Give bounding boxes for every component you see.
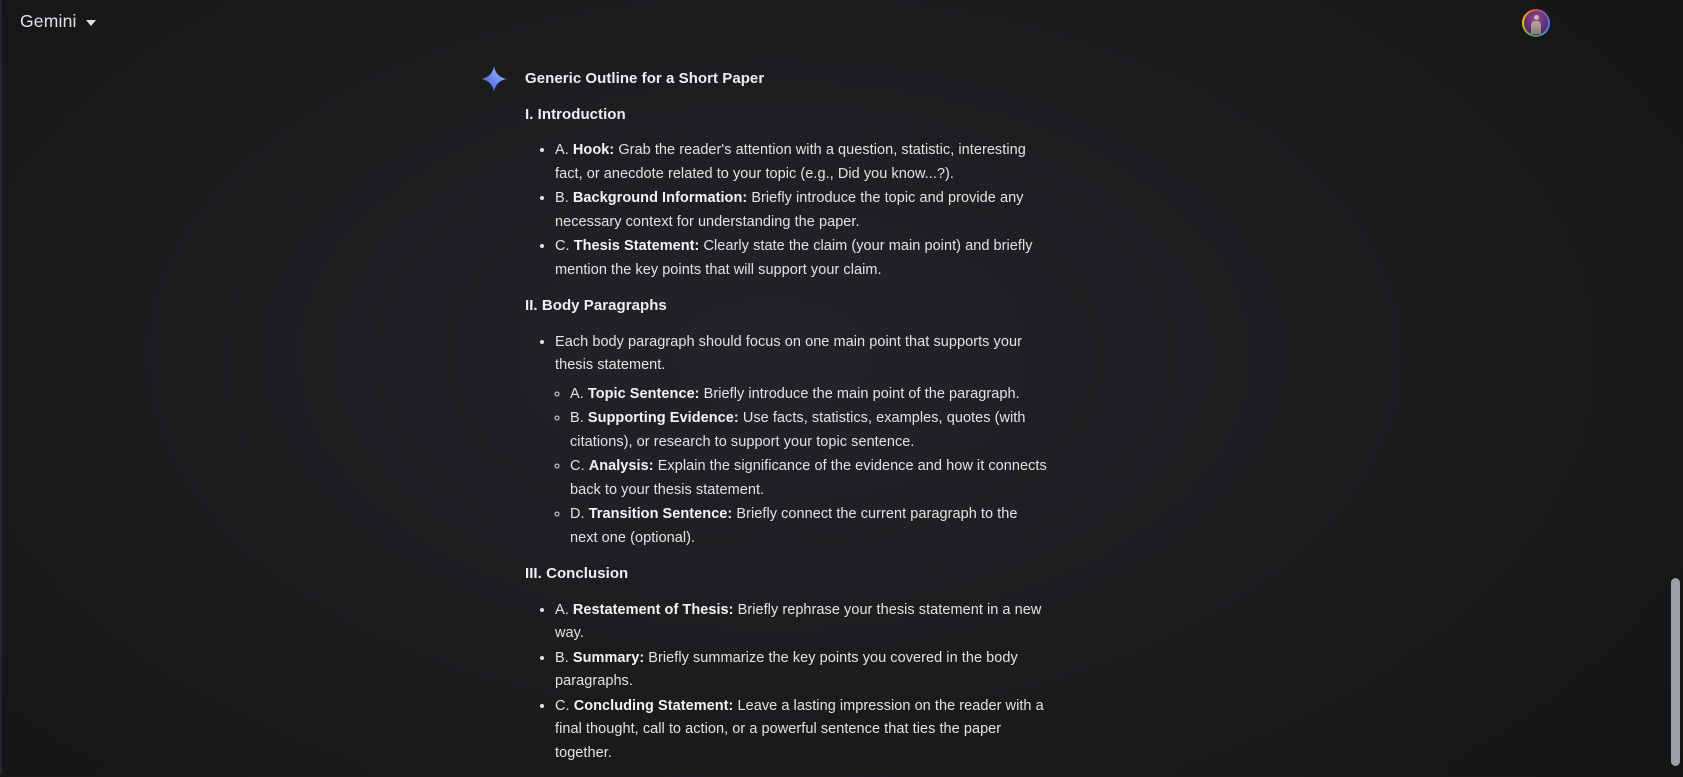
- section-heading-body-paragraphs: II. Body Paragraphs: [525, 297, 667, 314]
- section-heading-introduction: I. Introduction: [525, 105, 626, 123]
- item-term: Thesis Statement:: [573, 238, 700, 254]
- window-edge-divider: [0, 0, 2, 774]
- item-text: Leave a lasting impression on the reader with a final thought, call to action, or a powerful sentence that ties the paper together.: [555, 697, 1044, 761]
- scrollbar-thumb[interactable]: [1671, 578, 1680, 766]
- item-prefix: A.: [555, 601, 573, 618]
- list-item: [555, 646, 1049, 694]
- item-term: Topic Sentence:: [587, 385, 700, 402]
- response-title: Generic Outline for a Short Paper: [525, 70, 765, 87]
- item-text: Explain the significance of the evidence and how it connects back to your thesis statement.: [570, 458, 1047, 498]
- model-selector-dropdown[interactable]: [20, 11, 96, 32]
- item-text: Grab the reader's attention with a question, statistic, interesting fact, or anecdote related to your topic (e.g., Did you know...?).: [555, 142, 1026, 182]
- item-term: Hook:: [572, 142, 615, 158]
- item-prefix: A.: [555, 142, 573, 158]
- item-term: Supporting Evidence:: [587, 410, 739, 426]
- conclusion-list: [525, 598, 1049, 766]
- item-prefix: C.: [555, 697, 574, 714]
- body-paragraphs-sublist: [555, 382, 1049, 551]
- item-text: Briefly introduce the main point of the paragraph.: [699, 385, 1020, 402]
- app-title: Gemini: [20, 11, 77, 31]
- item-text: Briefly summarize the key points you covered in the body paragraphs.: [555, 649, 1018, 689]
- item-term: Transition Sentence:: [588, 506, 733, 522]
- item-term: Summary:: [572, 649, 645, 666]
- body-paragraphs-list: [525, 330, 1049, 551]
- assistant-response: [525, 67, 1049, 777]
- list-item: [555, 234, 1049, 282]
- item-prefix: C.: [555, 238, 574, 254]
- user-avatar-image: [1524, 11, 1548, 35]
- item-term: Analysis:: [588, 458, 654, 474]
- chevron-down-icon: [86, 20, 96, 26]
- gemini-sparkle-icon: [481, 66, 507, 92]
- introduction-list: [525, 138, 1049, 282]
- list-subitem: [570, 502, 1049, 550]
- list-item: [555, 598, 1049, 646]
- item-prefix: B.: [555, 190, 573, 206]
- user-avatar[interactable]: [1522, 9, 1550, 37]
- item-text: Briefly introduce the topic and provide any necessary context for understanding the paper.: [555, 190, 1024, 230]
- item-prefix: B.: [570, 410, 588, 426]
- item-prefix: A.: [570, 385, 588, 402]
- item-term: Concluding Statement:: [573, 697, 734, 714]
- item-text: Briefly connect the current paragraph to the next one (optional).: [570, 506, 1018, 546]
- item-term: Background Information:: [572, 190, 748, 206]
- list-subitem: [570, 382, 1049, 407]
- list-item: [555, 694, 1049, 766]
- item-text: Use facts, statistics, examples, quotes (with citations), or research to support your topic sentence.: [570, 410, 1026, 450]
- section-heading-conclusion: III. Conclusion: [525, 565, 629, 582]
- item-text: Clearly state the claim (your main point) and briefly mention the key points that will support your claim.: [555, 238, 1033, 278]
- app-header: [0, 0, 1683, 47]
- item-text: Each body paragraph should focus on one main point that supports your thesis statement.: [555, 333, 1022, 373]
- item-prefix: B.: [555, 649, 573, 666]
- list-subitem: [570, 454, 1049, 502]
- list-item: [555, 186, 1049, 234]
- item-term: Restatement of Thesis:: [572, 601, 734, 618]
- item-text: Briefly rephrase your thesis statement in a new way.: [555, 601, 1042, 641]
- list-item: [555, 138, 1049, 186]
- item-prefix: D.: [570, 506, 589, 522]
- list-item: [555, 330, 1049, 551]
- list-subitem: [570, 406, 1049, 454]
- item-prefix: C.: [570, 458, 589, 474]
